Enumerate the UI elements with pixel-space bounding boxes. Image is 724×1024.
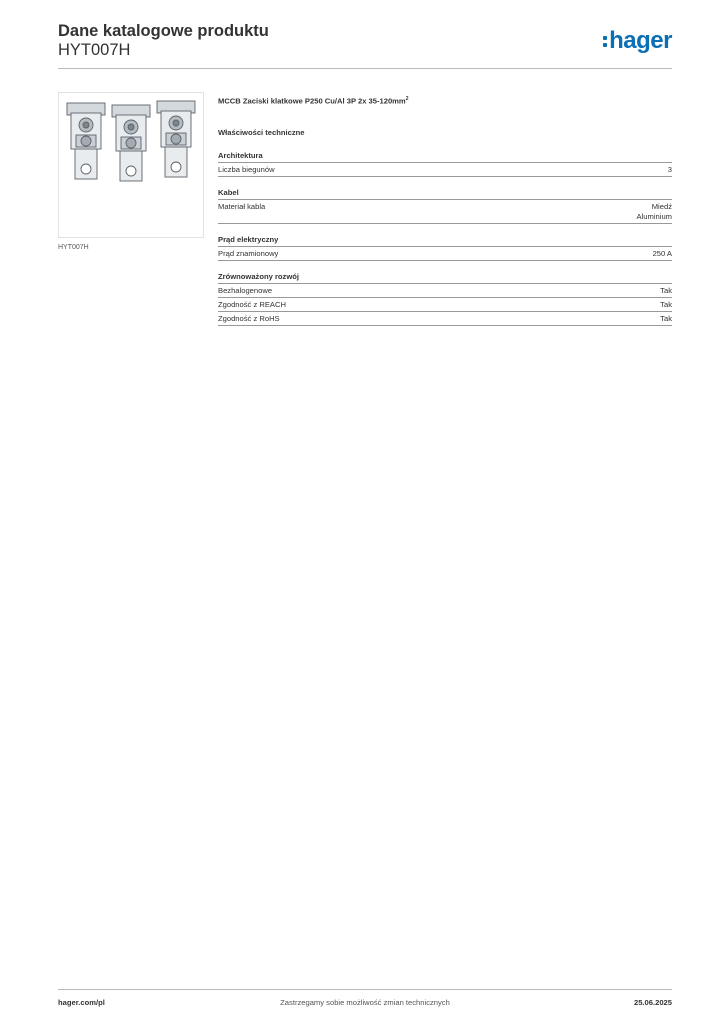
spec-row — [218, 247, 672, 261]
spec-value-line: Aluminium — [636, 211, 672, 221]
spec-group-sustainability — [218, 271, 672, 326]
footer-website-link[interactable]: hager.com/pl — [58, 998, 105, 1007]
logo-text: hager — [609, 27, 672, 54]
spec-row — [218, 284, 672, 298]
spec-value — [668, 165, 672, 175]
spec-group-title: Zrównoważony rozwój — [218, 271, 672, 284]
spec-row — [218, 163, 672, 177]
footer-date: 25.06.2025 — [633, 998, 672, 1007]
spec-row — [218, 312, 672, 326]
product-description-text: MCCB Zaciski klatkowe P250 Cu/Al 3P 2x 35-120mm — [218, 96, 406, 106]
spec-value-line: Tak — [660, 299, 672, 309]
spec-group-architecture — [218, 150, 672, 177]
spec-label: Liczba biegunów — [218, 164, 275, 174]
image-caption: HYT007H — [58, 244, 89, 251]
spec-label: Materiał kabla — [218, 201, 266, 211]
spec-value — [660, 300, 672, 310]
header-divider — [58, 68, 672, 69]
document-title: Dane katalogowe produktu — [58, 22, 269, 40]
footer-notice: Zastrzegamy sobie możliwość zmian technicznych — [280, 998, 450, 1007]
product-description-superscript: 2 — [405, 96, 409, 102]
spec-row — [218, 298, 672, 312]
spec-label: Prąd znamionowy — [218, 248, 279, 258]
spec-label: Bezhalogenowe — [218, 285, 273, 295]
product-description — [218, 92, 672, 106]
product-code: HYT007H — [58, 41, 131, 59]
spec-value-line: 3 — [667, 164, 672, 174]
spec-group-cable — [218, 187, 672, 224]
spec-value-line: 250 A — [652, 248, 672, 258]
spec-group-title: Prąd elektryczny — [218, 234, 672, 247]
document-header — [58, 22, 672, 68]
specification-panel — [218, 92, 672, 326]
spec-group-current — [218, 234, 672, 261]
spec-value — [637, 202, 672, 222]
spec-label: Zgodność z REACH — [218, 299, 286, 309]
logo-dots-icon — [603, 34, 607, 48]
spec-heading: Właściwości techniczne — [218, 128, 305, 137]
spec-label: Zgodność z RoHS — [218, 313, 280, 323]
spec-row — [218, 200, 672, 224]
spec-group-title: Kabel — [218, 187, 672, 200]
document-footer — [58, 998, 672, 1010]
footer-divider — [58, 989, 672, 990]
spec-value — [660, 314, 672, 324]
spec-value-line: Tak — [660, 285, 672, 295]
cage-terminals-icon — [59, 93, 203, 237]
spec-value — [653, 249, 672, 259]
spec-value-line: Miedź — [651, 201, 672, 211]
spec-value — [660, 286, 672, 296]
spec-value-line: Tak — [660, 313, 672, 323]
hager-logo — [603, 26, 672, 56]
spec-group-title: Architektura — [218, 150, 672, 163]
product-image — [58, 92, 204, 238]
